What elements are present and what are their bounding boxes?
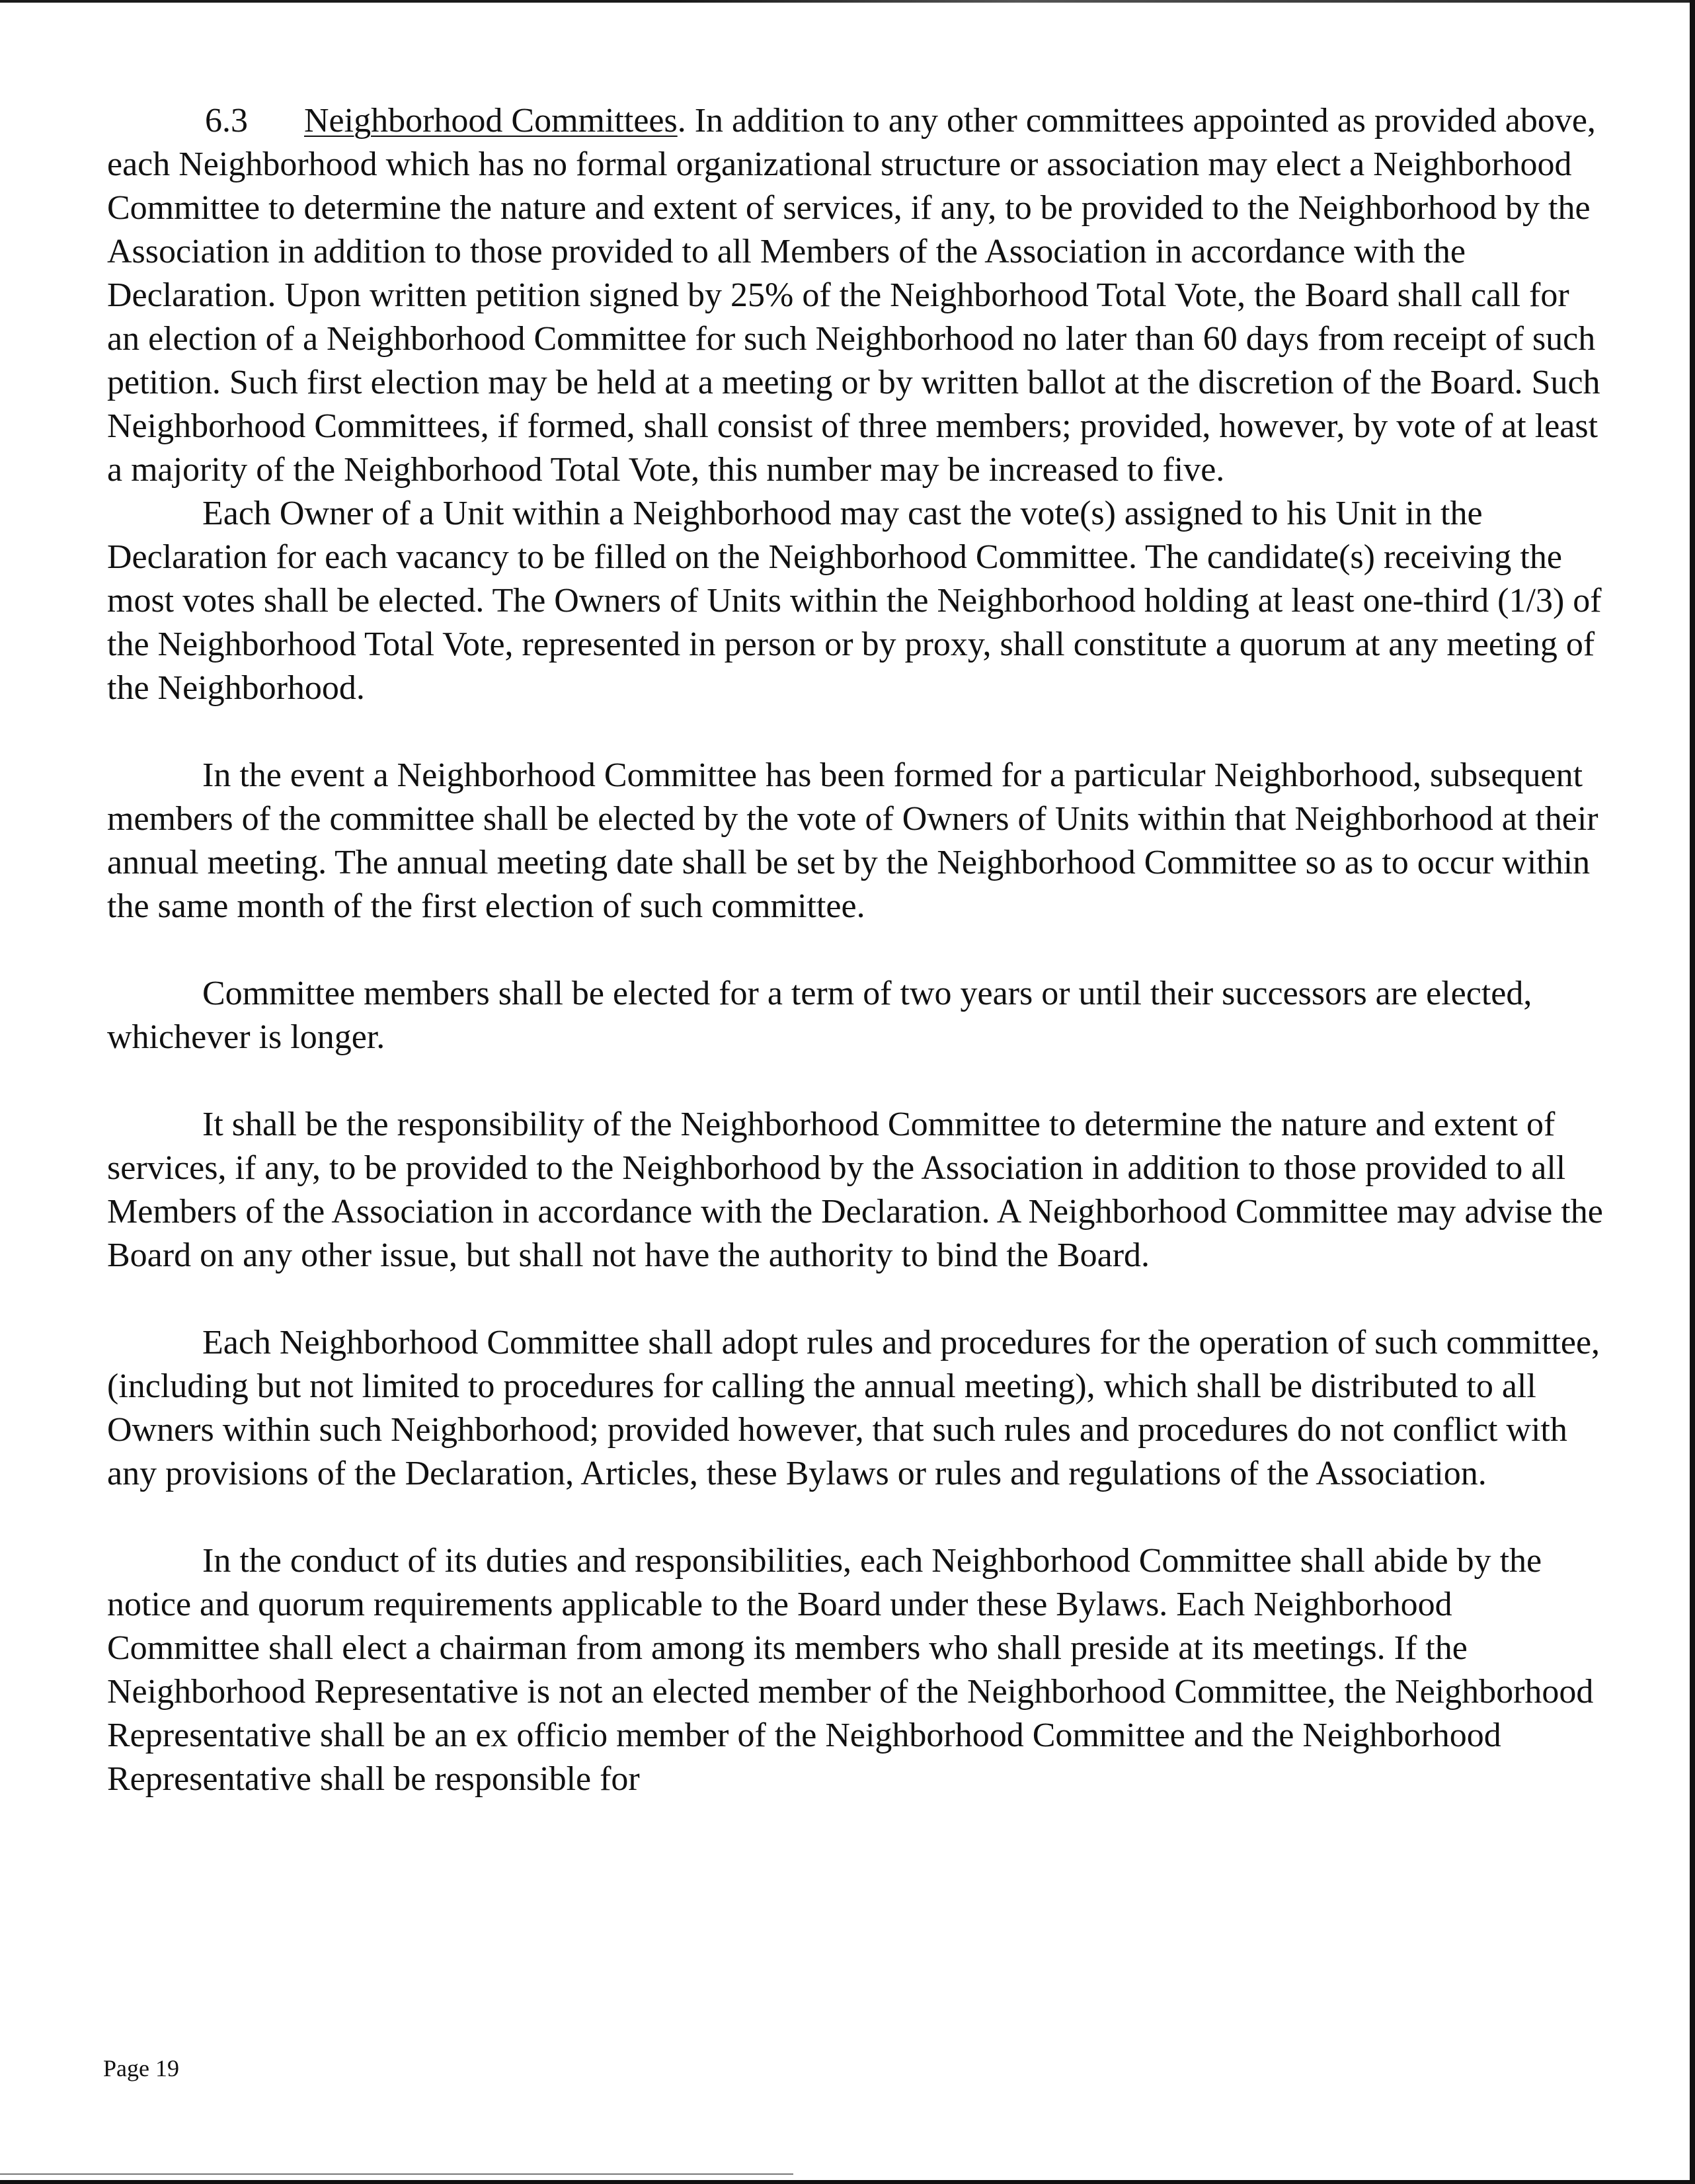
scan-bottom-edge <box>0 2180 1695 2184</box>
section-body-text: In addition to any other committees appointed as provided above, each Neighborhood which has no formal organizational structure or association may elect a Neighborhood Committee to determine the nature and extent of services, if any, to be provided to the Neighborhood by the Association in addition to those provided to all Members of the Association in accordance with the Declaration. Upon written petition signed by 25% of the Neighborhood Total Vote, the Board shall call for an election of a Neighborhood Committee for such Neighborhood no later than 60 days from receipt of such petition. Such first election may be held at a meeting or by written ballot at the discretion of the Board. Such Neighborhood Committees, if formed, shall consist of three members; provided, however, by vote of at least a majority of the Neighborhood Total Vote, this number may be increased to five. <box>107 102 1600 489</box>
section-title-suffix: . <box>677 102 686 140</box>
section-number: 6.3 <box>205 102 248 140</box>
paragraph-subsequent-members: In the event a Neighborhood Committee has been formed for a particular Neighborhood, subsequent members of the committee shall be elected by the vote of Owners of Units within that Neighborhood at their annual meeting. The annual meeting date shall be set by the Neighborhood Committee so as to occur within the same month of the first election of such committee. <box>107 756 1598 925</box>
page-number: Page 19 <box>103 2055 179 2082</box>
scan-top-edge <box>0 0 1695 3</box>
section-title: Neighborhood Committees <box>304 102 678 140</box>
scan-bottom-rule <box>0 2173 793 2175</box>
section-6-3-paragraph <box>107 99 1608 492</box>
paragraph-committee-responsibility: It shall be the responsibility of the Neighborhood Committee to determine the nature and extent of services, if any, to be provided to the Neighborhood by the Association in addition to those provided to all Members of the Association in accordance with the Declaration. A Neighborhood Committee may advise the Board on any other issue, but shall not have the authority to bind the Board. <box>107 1106 1603 1274</box>
document-body <box>107 99 1608 1801</box>
paragraph-conduct-of-duties: In the conduct of its duties and responsibilities, each Neighborhood Committee shall abide by the notice and quorum requirements applicable to the Board under these Bylaws. Each Neighborhood Committee shall elect a chairman from among its members who shall preside at its meetings. If the Neighborhood Representative is not an elected member of the Neighborhood Committee, the Neighborhood Representative shall be an ex officio member of the Neighborhood Committee and the Neighborhood Representative shall be responsible for <box>107 1542 1594 1798</box>
scan-right-edge <box>1690 0 1695 2184</box>
paragraph-owner-voting: Each Owner of a Unit within a Neighborhood may cast the vote(s) assigned to his Unit in the Declaration for each vacancy to be filled on the Neighborhood Committee. The candidate(s) receiving the most votes shall be elected. The Owners of Units within the Neighborhood holding at least one-third (1/3) of the Neighborhood Total Vote, represented in person or by proxy, shall constitute a quorum at any meeting of the Neighborhood. <box>107 495 1602 707</box>
paragraph-term-of-office: Committee members shall be elected for a term of two years or until their successors are elected, whichever is longer. <box>107 975 1532 1056</box>
paragraph-rules-procedures: Each Neighborhood Committee shall adopt rules and procedures for the operation of such committee, (including but not limited to procedures for calling the annual meeting), which shall be distributed to all Owners within such Neighborhood; provided however, that such rules and procedures do not conflict with any provisions of the Declaration, Articles, these Bylaws or rules and regulations of the Association. <box>107 1324 1600 1492</box>
